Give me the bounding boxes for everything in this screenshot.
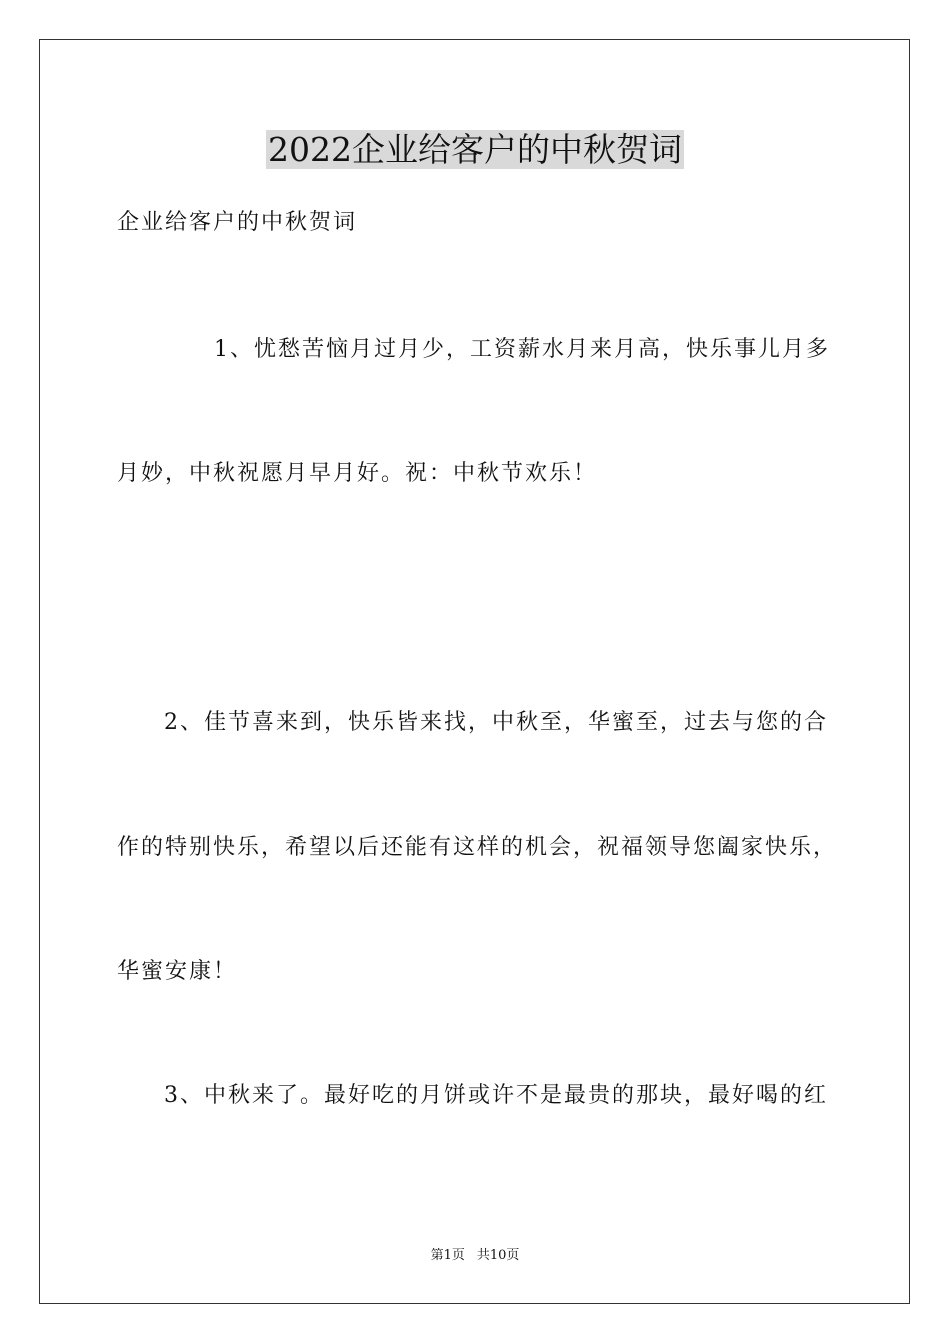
paragraph-2-line-2: 作的特别快乐，希望以后还能有这样的机会，祝福领导您阖家快乐， xyxy=(117,835,838,860)
page-footer xyxy=(0,1247,950,1265)
paragraph-1-line-2: 月妙，中秋祝愿月早月好。祝：中秋节欢乐！ xyxy=(117,461,598,486)
paragraph-2-line-1: 2、佳节喜来到，快乐皆来找，中秋至，华蜜至，过去与您的合 xyxy=(164,710,828,735)
document-title-text: 2022企业给客户的中秋贺词 xyxy=(268,130,682,169)
page-number-current: 第1页 xyxy=(430,1248,465,1263)
paragraph-2-line-3: 华蜜安康！ xyxy=(117,959,238,984)
document-subtitle: 企业给客户的中秋贺词 xyxy=(117,210,358,235)
page-number-total: 共10页 xyxy=(476,1248,520,1263)
paragraph-3-line-1: 3、中秋来了。最好吃的月饼或许不是最贵的那块，最好喝的红 xyxy=(164,1083,828,1108)
paragraph-1-line-1: 1、忧愁苦恼月过月少，工资薪水月来月高，快乐事儿月多 xyxy=(214,337,830,362)
document-title xyxy=(0,128,950,172)
